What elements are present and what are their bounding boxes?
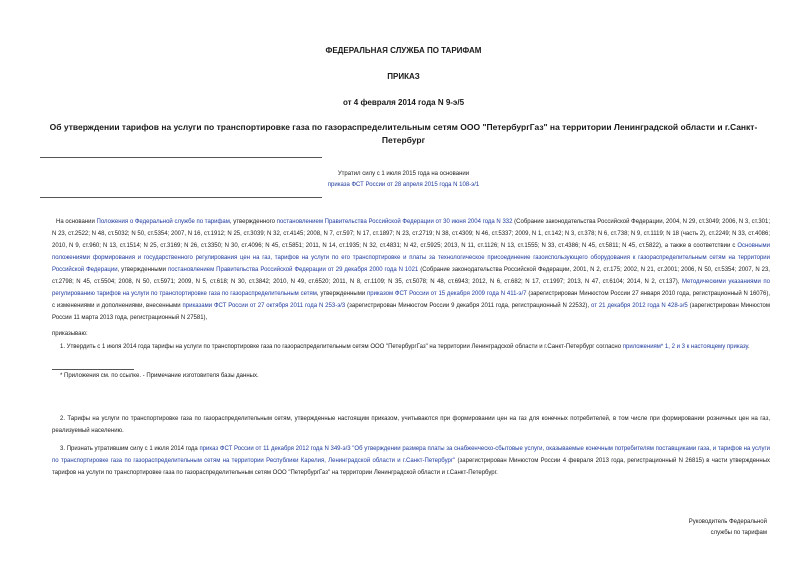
orders-line: приказываю: [52, 331, 88, 337]
item-1-paragraph [52, 341, 770, 353]
item-3-text: 3. Признать утратившим силу с 1 июля 2014 года [60, 446, 200, 452]
agency-name: ФЕДЕРАЛЬНАЯ СЛУЖБА ПО ТАРИФАМ [325, 46, 482, 55]
item-3-text: (зарегистрирован Минюстом России 4 февраля 2013 года, регистрационный N 26815) в части утвержденных тарифов на услуги по транспортировке газа по газораспределительным сетям ООО "ПетербургГаз" на территории Ленинградской области и г.Санкт-Петербург. [52, 458, 771, 476]
preamble-text: (Собрание законодательства Российской Федерации, 2004, N 29, ст.3049; 2006, N 3, ст.301; N 23, ст.2522; N 48, ст.5032; N 50, ст.5354; 2007, N 16, ст.1912; N 25, ст.3039; N 32, ст.4145; 2008, N 7, ст.597; N 17, ст.1897; N 23, ст.2719; N 38, ст.4309; N 46, ст.5337; 2009, N 1, ст.142; N 3, ст.378; N 6, ст.738; N 9, ст.1119; N 18 (часть 2), ст.2249; N 33, ст.4086; 2010, N 9, ст.960; N 13, ст.1514; N 25, ст.3169; N 26, ст.3350; N 30, ст.4096; N 45, ст.5851; 2011, N 14, ст.1935; N 32, ст.4831; N 42, ст.5925; 2013, N 11, ст.1126; N 13, ст.1555; N 33, ст.4386; N 45, ст.5811; N 45, ст.5822), а также в соответствии с [52, 219, 771, 249]
link-methodical-guidelines[interactable]: Методическими указаниями по регулированию тарифов на услуги по транспортировке газа по газораспределительным сетям [52, 279, 770, 297]
preamble-text: , утвержденными [316, 291, 367, 297]
link-government-decree-332[interactable]: постановлением Правительства Российской Федерации от 30 июня 2004 года N 332 [276, 219, 513, 225]
signature-line-2: службы по тарифам [710, 530, 767, 536]
item-1-text: . [747, 344, 750, 350]
status-note-text: Утратил силу с 1 июля 2015 года на основании [337, 171, 470, 177]
link-regulation-fst[interactable]: Положения о Федеральной службе по тарифам [96, 219, 230, 225]
status-note-link[interactable]: приказа ФСТ России от 28 апреля 2015 года N 108-э/1 [327, 182, 480, 188]
status-note [0, 169, 807, 191]
preamble-text: На основании [56, 219, 97, 225]
signature-line-1: Руководитель Федеральной [688, 519, 767, 525]
preamble-text: (зарегистрирован Минюстом России 27 января 2010 года, регистрационный N 16076), с изменениями и дополнениями, внесенными [52, 291, 770, 309]
link-appendices[interactable]: приложениям* 1, 2 и 3 к настоящему приказу [622, 344, 748, 350]
preamble-text: (Собрание законодательства Российской Федерации, 2001, N 2, ст.175; 2002, N 21, ст.2001; 2006, N 50, ст.5354; 2007, N 23, ст.2798; N 45, ст.5504; 2008, N 50, ст.5971; 2009, N 5, ст.618; N 30, ст.3842; 2010, N 49, ст.6520; 2011, N 8, ст.1109; N 35, ст.5078; N 48, ст.6943; 2012, N 6, ст.682; N 17, ст.1997; 2013, N 47, ст.6104; 2014, N 2, ст.137), [52, 267, 770, 285]
preamble-text: (зарегистрирован Минюстом России 11 марта 2013 года, регистрационный N 27581), [52, 303, 771, 321]
document-title: Об утверждении тарифов на услуги по транспортировке газа по газораспределительным сетям ООО "ПетербургГаз" на территории Ленинградской области и г.Санкт-Петербург [49, 122, 758, 145]
footnote: * Приложения см. по ссылке. - Примечание изготовителя базы данных. [60, 373, 259, 379]
item-1-text: 1. Утвердить с 1 июля 2014 года тарифы на услуги по транспортировке газа по газораспределительным сетям ООО "ПетербургГаз" на территории Ленинградской области и г.Санкт-Петербург согласно [60, 344, 623, 350]
link-basic-provisions[interactable]: Основными положениями формирования и государственного регулирования цен на газ, тарифов на услуги по его транспортировке и платы за технологическое присоединение газоиспользующего оборудования к газораспределительным сетям на территории Российской Федерации [52, 243, 770, 273]
link-order-411[interactable]: приказом ФСТ России от 15 декабря 2009 года N 411-э/7 [366, 291, 527, 297]
link-order-253[interactable]: приказами ФСТ России от 27 октября 2011 года N 253-э/3 [182, 303, 346, 309]
divider-top [40, 157, 322, 158]
preamble-text: (зарегистрирован Минюстом России 9 декабря 2011 года, регистрационный N 22532), [345, 303, 591, 309]
divider-bottom [40, 197, 322, 198]
signature-block [689, 517, 767, 539]
item-3-paragraph [52, 443, 770, 479]
document-date-number: от 4 февраля 2014 года N 9-э/5 [342, 98, 465, 107]
preamble-text: , утвержденного [229, 219, 277, 225]
item-2-paragraph: 2. Тарифы на услуги по транспортировке газа по газораспределительным сетям, утвержденные настоящим приказом, учитываются при формировании цен на газ для конечных потребителей, в том числе при формировании розничных цен на газ, реализуемый населению. [52, 416, 770, 434]
link-order-428[interactable]: от 21 декабря 2012 года N 428-э/5 [591, 303, 688, 309]
link-order-349[interactable]: приказ ФСТ России от 11 декабря 2012 года N 349-э/3 "Об утверждении размера платы за снабженческо-сбытовые услуги, оказываемые конечным потребителям поставщиками газа, и тарифов на услуги по транспортировке газа по газораспределительным сетям на территории Республики Карелия, Ленинградской области и г.Санкт-Петербург" [52, 446, 771, 464]
preamble-text: , утвержденными [117, 267, 168, 273]
document-type: ПРИКАЗ [387, 72, 420, 81]
preamble-paragraph [52, 216, 770, 324]
link-government-decree-1021[interactable]: постановлением Правительства Российской Федерации от 29 декабря 2000 года N 1021 [167, 267, 419, 273]
